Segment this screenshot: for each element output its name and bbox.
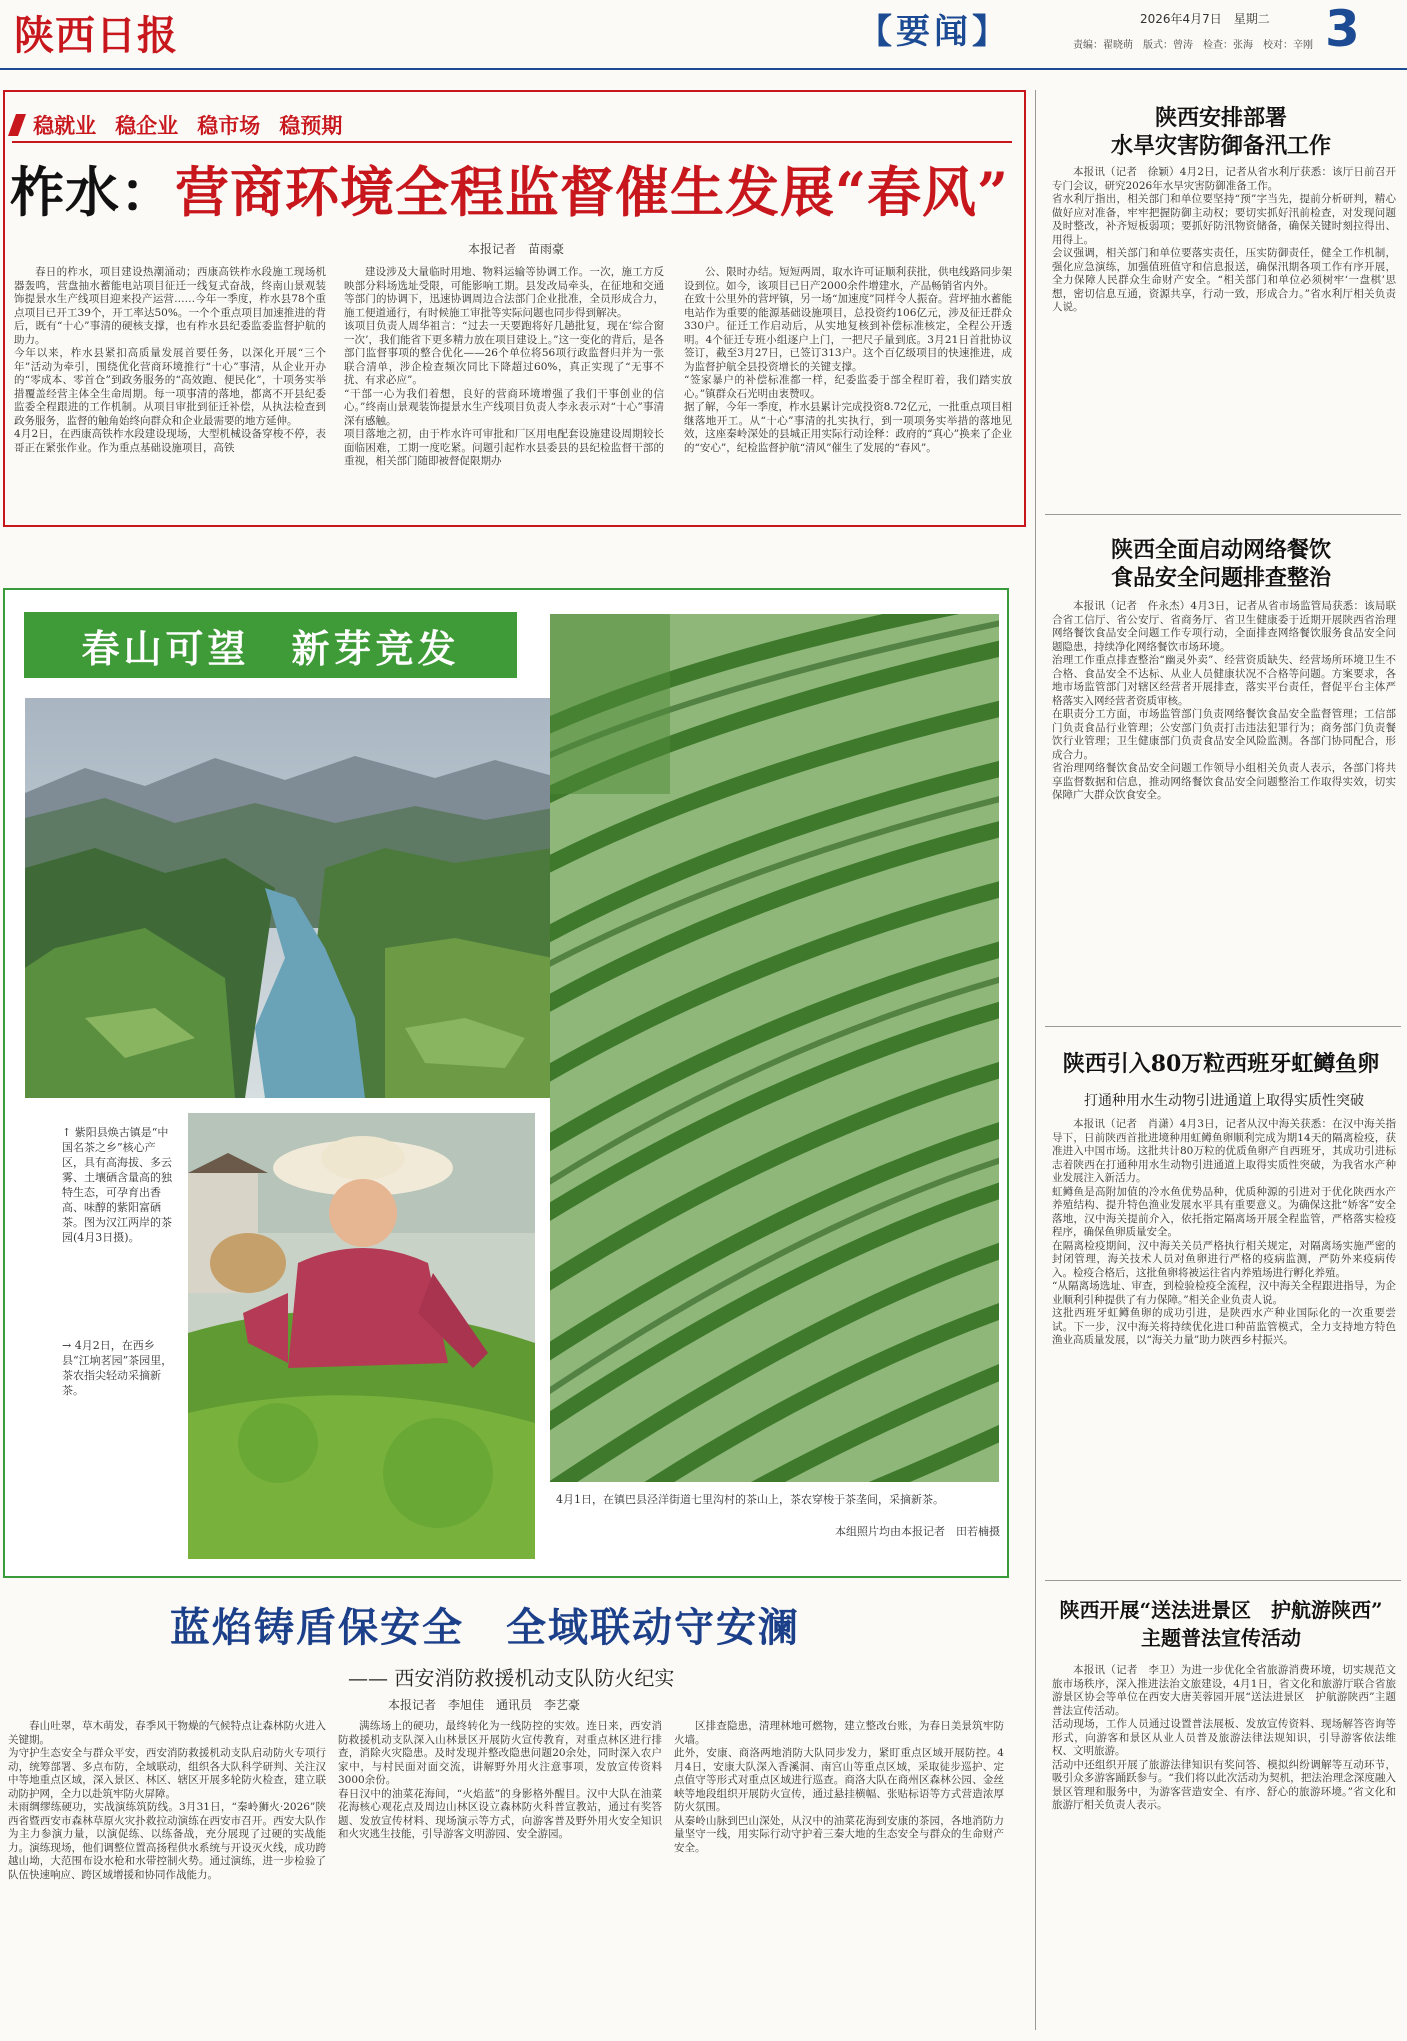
lead-kicker-bar: [12, 110, 492, 137]
fire-body-text: 春山吐翠，草木萌发，春季风干物燥的气候特点让森林防火进入关键期。 为守护生态安全与群众平安，西安消防救援机动支队启动防火专项行动，统筹部署、多点布防，全域联动，组织各大队科学研判、关注汉中等地重点区域，深入景区、林区、辖区开展多轮防火检查，建立联动防护网，全力以赴筑牢防火屏障。 未雨绸缪练硬功，实战演练筑防线。3月31日，“秦岭狮火·2026”陕西省暨西安市森林草原火灾扑救拉动演练在西安市召开。西安大队作为主力参演力量，以演促练、以练备战，充分展现了过硬的实战能力。演练现场，他们调整位置高扬程供水系统与开设灭火线，成功跨越山坳，大范围布设水枪和水带控制火势。通过演练，进一步检验了队伍快速响应、跨区域增援和协同作战能力。: [8, 1720, 326, 1881]
right-article-2-body: [1052, 600, 1396, 1014]
masthead: [0, 0, 1407, 76]
section-name: 【要闻】: [858, 12, 1010, 52]
right-article-4-body: [1052, 1664, 1396, 2034]
lead-body-col-2: [344, 266, 664, 520]
lead-byline: 本报记者 苗雨豪: [468, 242, 565, 256]
river-valley-image: [25, 698, 553, 1098]
kicker-tag: 稳企业: [115, 114, 179, 138]
right-article-1-body: [1052, 166, 1396, 500]
fire-body-col-1: [8, 1720, 326, 2036]
column-divider: [1035, 90, 1036, 2030]
lead-body-text: 春日的柞水，项目建设热潮涌动；西康高铁柞水段施工现场机器轰鸣，营盘抽水蓄能电站项目征迁一线复式奋战，终南山景观装饰提景水生产线项目迎来投产运营……今年一季度，柞水县78个重点项目已开工39个，开工率达50%。一个个重点项目加速推进的背后，既有“十心”事清的硬核支撑，也有柞水县纪委监委监督护航的助力。 今年以来，柞水县紧扣高质量发展首要任务，以深化开展“三个年”活动为牵引，围绕优化营商环境推行“十心”事清，从企业开办的“零成本、零首仓”到政务服务的“高效跑、便民化”，十项务实举措覆盖经营主体全生命周期。每一项事清的落地，都离不开县纪委监委全程跟进的工作机制。从项目审批到征迁补偿，从执法检查到政务服务，监督的触角始终向群众和企业最需要的地方延伸。 4月2日，在西康高铁柞水段建设现场，大型机械设备穿梭不停，表哥正在紧张作业。作为重点基础设施项目，高铁: [14, 266, 326, 454]
photo-credit: 本组照片均由本报记者 田若楠摄: [835, 1525, 1000, 1538]
editorial-staff: 责编：翟晓萌 版式：曾涛 检查：张海 校对：辛刚: [1073, 40, 1313, 51]
fire-body-text: 满练场上的硬功，最终转化为一线防控的实效。连日来，西安消防救援机动支队深入山林景区开展防火宣传教育，对重点林区进行排查，消除火灾隐患。及时发现并整改隐患问题20余处，同时深入农户家中，与村民面对面交流，讲解野外用火注意事项，发放宣传资料3000余份。 春日汉中的油菜花海间，“火焰蓝”的身影格外醒目。汉中大队在油菜花海核心观花点及周边山林区设立森林防火科普宣教站，通过有奖答题、发放宣传材料、现场演示等方式，向游客普及野外用火安全知识和火灾逃生技能，引导游客文明游园、安全游园。: [338, 1720, 662, 1840]
right-article-3-subtitle: 打通种用水生动物引进通道上取得实质性突破: [1084, 1093, 1364, 1109]
kicker-tag: 稳预期: [279, 114, 343, 138]
tea-picker-photo[interactable]: [188, 1113, 535, 1559]
fire-feature-subheadline: —— 西安消防救援机动支队防火纪实: [348, 1666, 675, 1690]
lead-headline[interactable]: [10, 150, 1009, 227]
right-article-3-text: 本报讯（记者 肖潇）4月3日，记者从汉中海关获悉：在汉中海关指导下，日前陕西首批进境种用虹鳟鱼卵顺利完成为期14天的隔离检疫，获准进入中国市场。这批共计80万粒的优质鱼卵产自西班牙，其成功引进标志着陕西在打通种用水生动物引进通道上取得实质性突破，为我省水产种业发展注入新活力。 虹鳟鱼是高附加值的冷水鱼优势品种，优质种源的引进对于优化陕西水产养殖结构、提升特色渔业发展水平具有重要意义。为确保这批“娇客”安全落地，汉中海关提前介入，依托指定隔离场开展全程监管，严格落实检疫程序，确保鱼卵质量安全。 在隔离检疫期间，汉中海关关员严格执行相关规定，对隔离场实施严密的封闭管理，海关技术人员对鱼卵进行严格的疫病监测，严防外来疫病传入。检疫合格后，这批鱼卵将被运往省内养殖场进行孵化养殖。 “从隔离场选址、审查，到检验检疫全流程，汉中海关全程跟进指导，为企业顺利引种提供了有力保障。”相关企业负责人说。 这批西班牙虹鳟鱼卵的成功引进，是陕西水产种业国际化的一次重要尝试。下一步，汉中海关将持续优化进口种苗监管模式，全力支持地方特色渔业高质量发展，以“海关力量”助力陕西乡村振兴。: [1052, 1118, 1396, 1346]
page-number: 3: [1325, 0, 1360, 58]
lead-body-text: 公、限时办结。短短两周，取水许可证顺利获批，供电线路同步架设到位。如今，该项目已日产2000余件增建水，产品畅销省内外。 在致十公里外的营坪镇，另一场“加速度”同样令人振奋。营坪抽水蓄能电站作为重要的能源基础设施项目，总投资约106亿元，涉及征迁群众330户。征迁工作启动后，从实地复核到补偿标准核定，全程公开透明。4个征迁专班小组逐户上门，一把尺子量到底。3月21日首批协议签订，截至3月27日，已签订313户。这个百亿级项目的快速推进，成为监督护航全县投资增长的关键支撑。 “签家暴户的补偿标准都一样，纪委监委于部全程盯着，我们踏实放心。”镇群众石光明由衷赞叹。 据了解，今年一季度，柞水县累计完成投资8.72亿元，一批重点项目相继落地开工。从“十心”事清的扎实执行，到一项项务实举措的落地见效，这座秦岭深处的县城正用实际行动诠释：政府的“真心”换来了企业的“安心”，纪检监督护航“清风”催生了发展的“春风”。: [684, 266, 1012, 454]
article-separator: [1045, 514, 1401, 515]
right-article-3-body: [1052, 1118, 1396, 1542]
right-article-1-text: 本报讯（记者 徐颖）4月2日，记者从省水利厅获悉：该厅日前召开专门会议，研究2026年水旱灾害防御准备工作。 省水利厅指出，相关部门和单位要坚持“预”字当先，提前分析研判，精心做好应对准备，牢牢把握防御主动权；要切实抓好汛前检查，对发现问题及时整改，补齐短板弱项；要抓好防汛物资储备，确保关键时刻拉得出、用得上。 会议强调，相关部门和单位要落实责任，压实防御责任，健全工作机制，强化应急演练，加强值班值守和信息报送，确保汛期各项工作有序开展，全力保障人民群众生命财产安全。“相关部门和单位必须树牢‘一盘棋’思想，密切信息互通，资源共享，行动一致，形成合力。”省水利厅相关负责人说。: [1052, 166, 1396, 313]
fire-body-col-2: [338, 1720, 662, 2036]
terraced-tea-hill-image: [550, 614, 999, 1482]
photo-feature-banner: 春山可望 新芽竞发: [24, 612, 517, 678]
lead-body-col-1: [14, 266, 326, 520]
fire-body-text: 区排查隐患，清理林地可燃物，建立整改台账，为春日美景筑牢防火墙。 此外，安康、商洛两地消防大队同步发力，紧盯重点区域开展防控。4月4日，安康大队深入香溪洞、南宫山等重点区域，采取徒步巡护、定点值守等形式对重点区域进行巡查。商洛大队在商州区森林公园、金丝峡等地段组织开展防火宣传，通过悬挂横幅、张贴标语等方式营造浓厚防火氛围。 从秦岭山脉到巴山深处，从汉中的油菜花海到安康的茶园，各地消防力量坚守一线，用实际行动守护着三秦大地的生态安全与群众的生命财产安全。: [674, 1720, 1004, 1854]
newspaper-logo[interactable]: 陕西日报: [14, 12, 178, 59]
lead-body-text: 建设涉及大量临时用地、物料运输等协调工作。一次，施工方反映部分料场选址受限，可能影响工期。县发改局牵头，在征地和交通等部门的协调下，迅速协调周边合法部门企业批准，全员形成合力，施工便道通行，有时候施工审批等实际问题也同步得到解决。 该项目负责人周华祖言：“过去一天要跑将好几趟批复，现在‘综合窗一次’，我们能省下更多精力放在项目建设上。”这一变化的背后，是各部门监督事项的整合优化——26个单位将56项行政监督归并为一张联合清单，涉企检查频次同比下降超过60%，真正实现了“无事不扰、有求必应”。 “干部一心为我们着想，良好的营商环境增强了我们干事创业的信心。”终南山景观装饰提景水生产线项目负责人李永表示对“十心”事清深有感触。 项目落地之初，由于柞水许可审批和厂区用电配套设施建设周期较长面临困难，工期一度吃紧。问题引起柞水县委县的县纪检监督干部的重视，相关部门随即被督促限期办: [344, 266, 664, 467]
kicker-tag: 稳就业: [33, 114, 97, 138]
fire-body-col-3: [674, 1720, 1004, 2036]
article-separator: [1045, 1580, 1401, 1581]
article-separator: [1045, 1026, 1401, 1027]
lead-headline-prefix: 柞水：: [10, 160, 175, 224]
photo-caption-1: ↑ 紫阳县焕古镇是“中国名茶之乡”核心产区，具有高海拔、多云雾、土壤硒含量高的独特生态，可孕育出香高、味醇的紫阳富硒茶。图为汉江两岸的茶园(4月3日摄)。: [62, 1126, 172, 1244]
river-valley-photo[interactable]: [25, 698, 553, 1098]
right-article-2-text: 本报讯（记者 仵永杰）4月3日，记者从省市场监管局获悉：该局联合省工信厅、省公安厅、省商务厅、省卫生健康委于近期开展陕西省治理网络餐饮食品安全问题工作专项行动，全面排查网络餐饮服务食品安全问题隐患，持续净化网络餐饮市场环境。 治理工作重点排查整治“幽灵外卖”、经营资质缺失、经营场所环境卫生不合格、食品安全不达标、从业人员健康状况不合格等问题。方案要求，各地市场监管部门对辖区经营者开展排查，落实平台责任，督促平台主体严格落实入网经营者资质审核。 在职责分工方面，市场监管部门负责网络餐饮食品安全监督管理；工信部门负责食品行业管理；公安部门负责打击违法犯罪行为；商务部门负责餐饮行业管理；卫生健康部门负责食品安全风险监测。各部门协同配合，形成合力。 省治理网络餐饮食品安全问题工作领导小组相关负责人表示，各部门将共享监督数据和信息，推动网络餐饮食品安全问题整治工作取得实效，切实保障广大群众饮食安全。: [1052, 600, 1396, 801]
masthead-rule: [0, 68, 1407, 70]
photo-caption-2: → 4月2日，在西乡县“江垧茗园”茶园里，茶农指尖轻动采摘新茶。: [62, 1339, 173, 1397]
right-article-1-title[interactable]: 陕西安排部署 水旱灾害防御备汛工作: [1110, 105, 1331, 159]
issue-date: 2026年4月7日 星期二: [1140, 12, 1270, 26]
fire-feature-headline[interactable]: 蓝焰铸盾保安全 全域联动守安澜: [170, 1604, 800, 1651]
right-article-3-title[interactable]: 陕西引入80万粒西班牙虹鳟鱼卵: [1062, 1051, 1380, 1077]
right-article-2-title[interactable]: 陕西全面启动网络餐饮 食品安全问题排查整治: [1110, 537, 1331, 591]
right-article-4-text: 本报讯（记者 李卫）为进一步优化全省旅游消费环境，切实规范文旅市场秩序，深入推进法治文旅建设，4月1日，省文化和旅游厅联合省旅游景区协会等单位在西安大唐芙蓉园开展“送法进景区 护航游陕西”主题普法宣传活动。 活动现场，工作人员通过设置普法展板、发放宣传资料、现场解答咨询等形式，向游客和景区从业人员普及旅游法律法规知识，引导游客依法维权、文明旅游。 活动中还组织开展了旅游法律知识有奖问答、模拟纠纷调解等互动环节，吸引众多游客踊跃参与。“我们将以此次活动为契机，把法治理念深度融入景区管理和服务中，为游客营造安全、有序、舒心的旅游环境。”省文化和旅游厅相关负责人表示。: [1052, 1664, 1396, 1811]
lead-headline-main: 营商环境全程监督催生发展“春风”: [175, 160, 1010, 224]
lead-body-col-3: [684, 266, 1012, 520]
kicker-rule: [12, 141, 1012, 143]
kicker-tag: 稳市场: [197, 114, 261, 138]
right-article-4-title[interactable]: 陕西开展“送法进景区 护航游陕西” 主题普法宣传活动: [1059, 1598, 1383, 1650]
photo-caption-3: 4月1日，在镇巴县泾洋街道七里沟村的茶山上，茶农穿梭于茶垄间，采摘新茶。: [556, 1493, 944, 1506]
fire-feature-byline: 本报记者 李旭佳 通讯员 李艺豪: [388, 1698, 581, 1712]
terraced-tea-hill-photo[interactable]: [550, 614, 999, 1482]
tea-picker-image: [188, 1113, 535, 1559]
